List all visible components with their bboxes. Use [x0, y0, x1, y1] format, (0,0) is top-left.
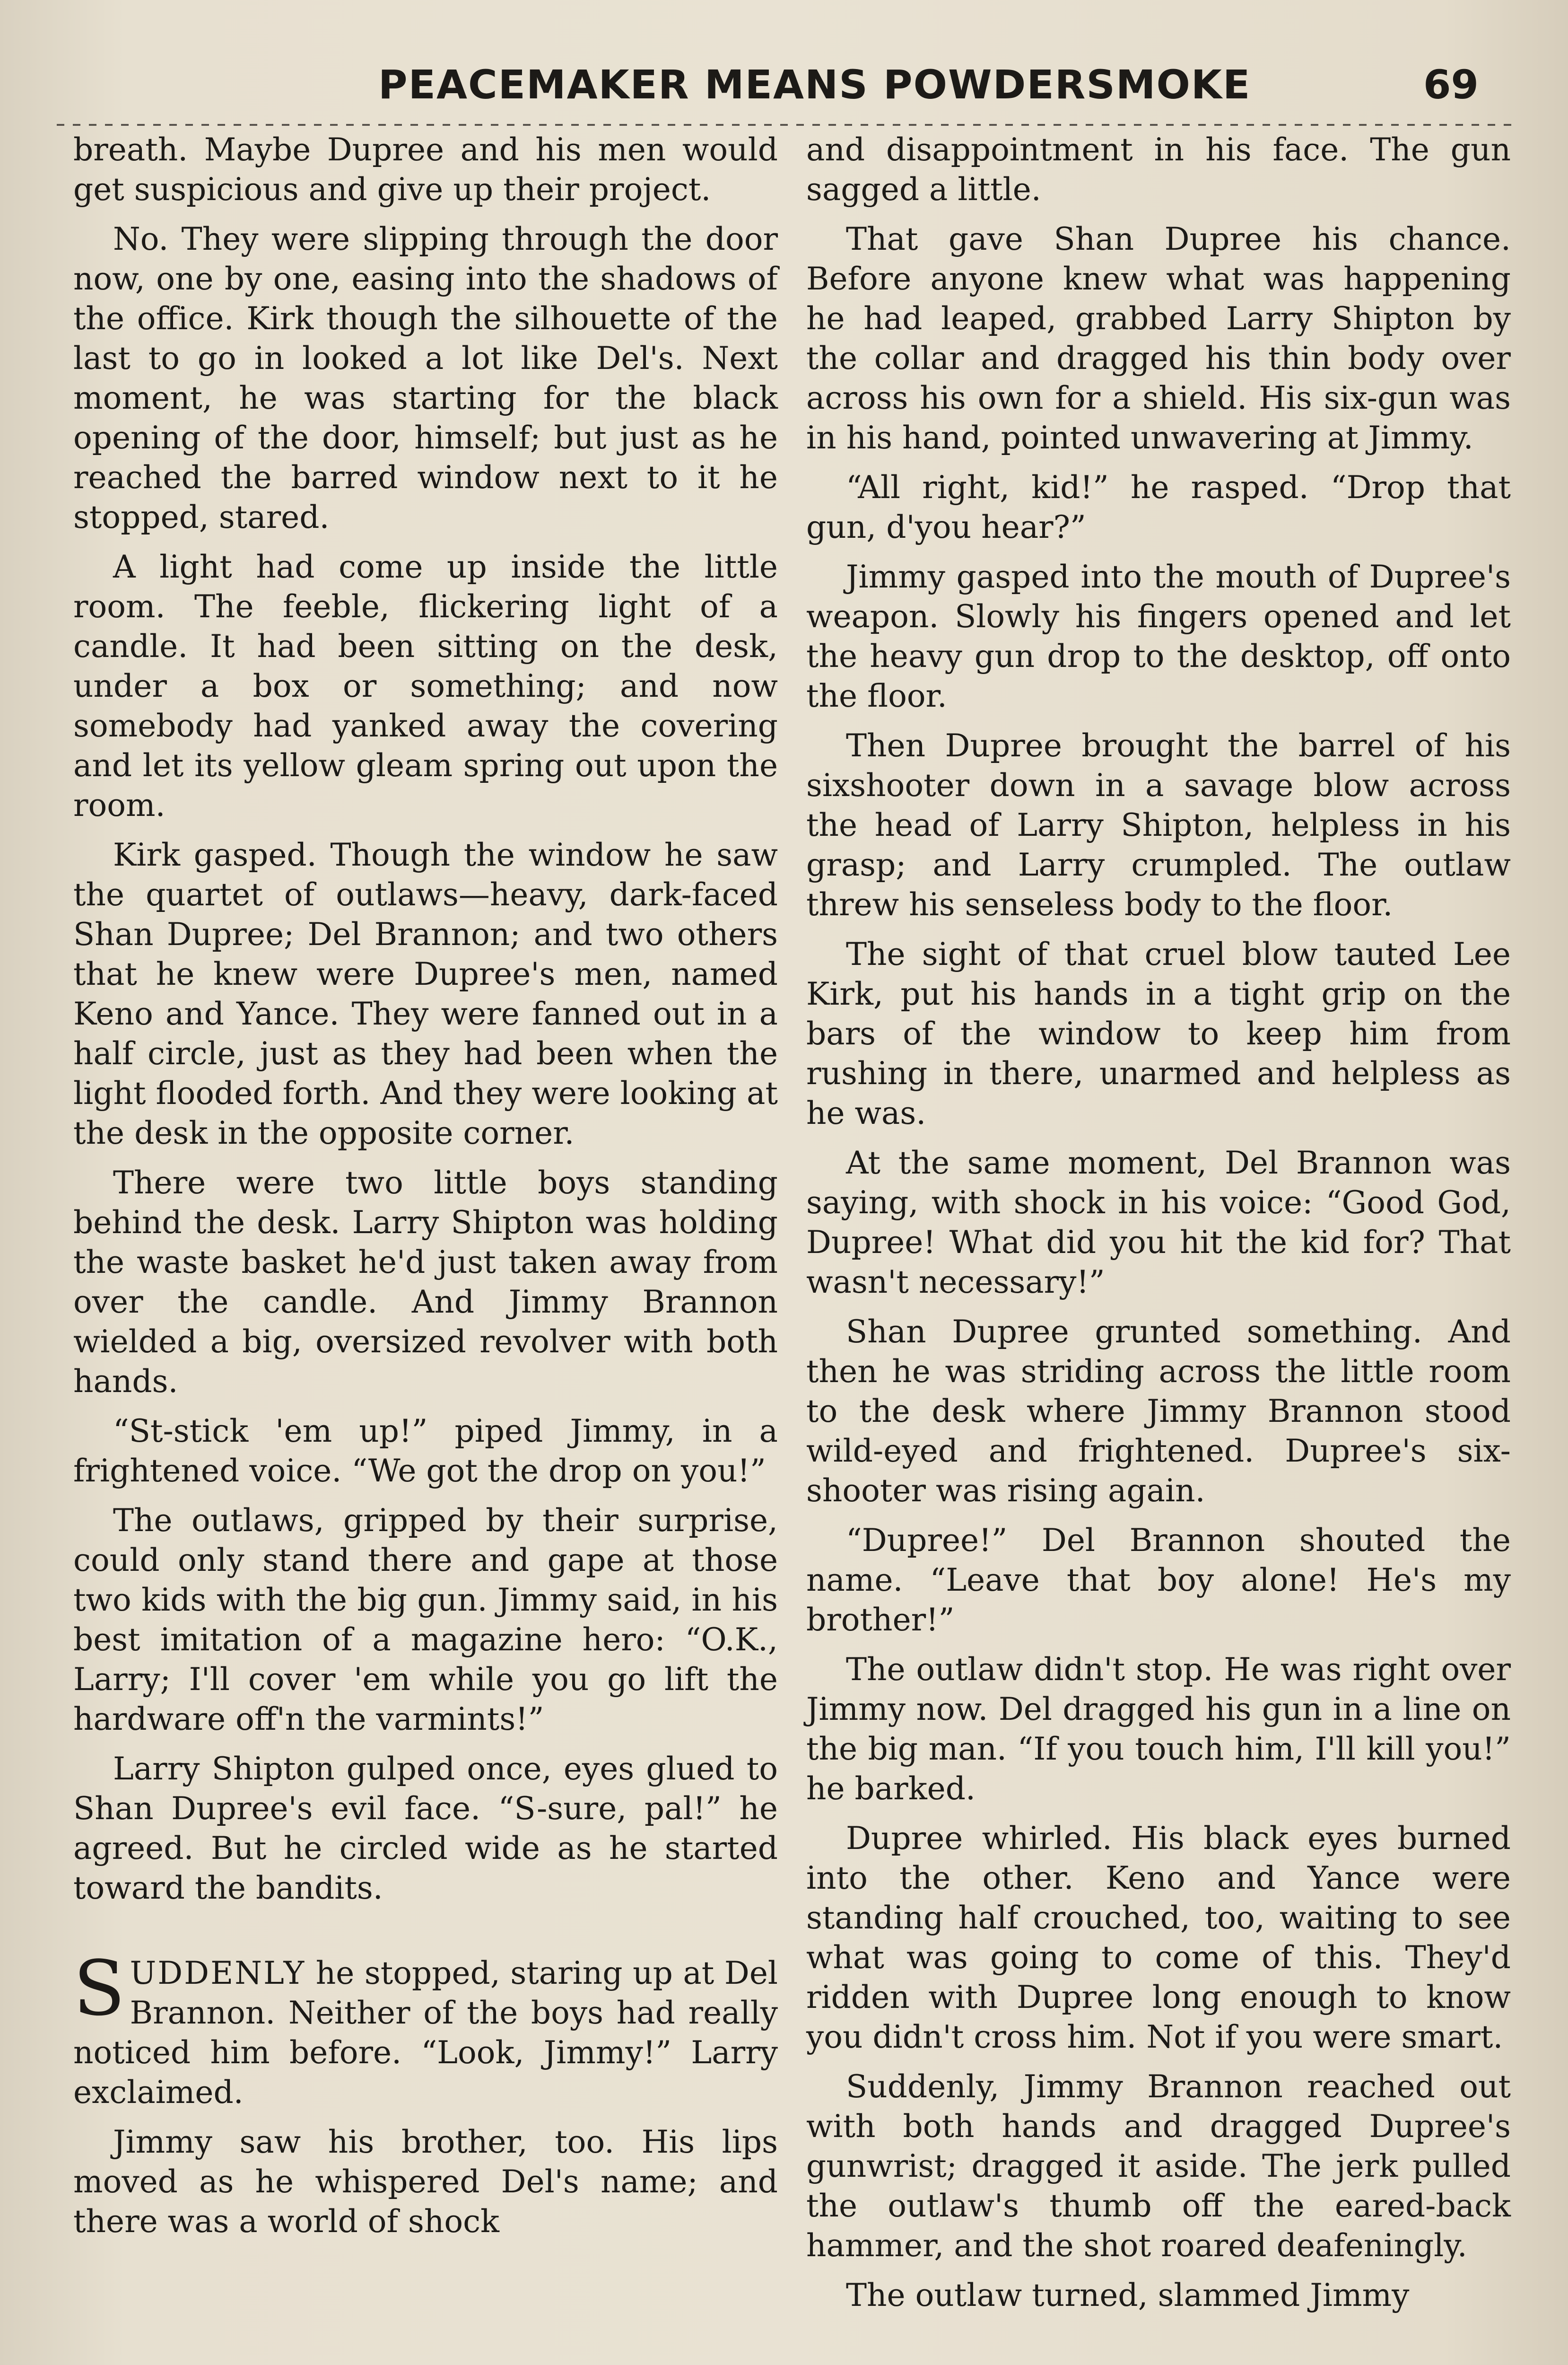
- paragraph: Jimmy gasped into the mouth of Dupree's weapon. Slowly his fingers opened and let the heavy gun drop to the desktop, off onto the floor.: [806, 559, 1511, 714]
- scene-break-text: he stopped, staring up at Del Brannon. Neither of the boys had really noticed him before. “Look, Jimmy!” Larry exclaimed.: [73, 1955, 778, 2111]
- small-caps-lead: UDDENLY: [130, 1955, 306, 1991]
- paragraph: The outlaws, gripped by their surprise, could only stand there and gape at those two kids with the big gun. Jimmy said, in his best imitation of a magazine hero: “O.K., Larry; I'll cover 'em while you go lift the hardware off'n the varmints!”: [73, 1502, 778, 1737]
- paragraph: A light had come up inside the little room. The feeble, flickering light of a candle. It had been sitting on the desk, under a box or something; and now somebody had yanked away the covering and let its yellow gleam spring out upon the room.: [73, 549, 778, 823]
- paragraph: Jimmy saw his brother, too. His lips moved as he whispered Del's name; and there was a world of shock: [73, 2124, 778, 2240]
- paragraph: The outlaw didn't stop. He was right over Jimmy now. Del dragged his gun in a line on the big man. “If you touch him, I'll kill you!” he barked.: [806, 1651, 1511, 1807]
- paragraph: The sight of that cruel blow tauted Lee Kirk, put his hands in a tight grip on the bars of the window to keep him from rushing in there, unarmed and helpless as he was.: [806, 936, 1511, 1131]
- running-head: PEACEMAKER MEANS POWDERSMOKE: [378, 61, 1251, 108]
- paragraph: That gave Shan Dupree his chance. Before anyone knew what was happening he had leaped, grabbed Larry Shipton by the collar and dragged his thin body over across his own for a shield. His six-gun was in his hand, pointed unwavering at Jimmy.: [806, 221, 1511, 456]
- paragraph: “All right, kid!” he rasped. “Drop that gun, d'you hear?”: [806, 469, 1511, 545]
- page-number: 69: [1423, 61, 1479, 108]
- paragraph: Suddenly, Jimmy Brannon reached out with both hands and dragged Dupree's gunwrist; dragged it aside. The jerk pulled the outlaw's thumb off the eared-back hammer, and the shot roared deafeningly.: [806, 2068, 1511, 2264]
- paragraph: Larry Shipton gulped once, eyes glued to Shan Dupree's evil face. “S-sure, pal!” he agreed. But he circled wide as he started toward the bandits.: [73, 1751, 778, 1906]
- paragraph: “St-stick 'em up!” piped Jimmy, in a frightened voice. “We got the drop on you!”: [73, 1413, 778, 1489]
- paragraph: No. They were slipping through the door now, one by one, easing into the shadows of the office. Kirk though the silhouette of the last to go in looked a lot like Del's. Next moment, he was starting for the black opening of the door, himself; but just as he reached the barred window next to it he stopped, stared.: [73, 221, 778, 535]
- paragraph: There were two little boys standing behind the desk. Larry Shipton was holding the waste basket he'd just taken away from over the candle. And Jimmy Brannon wielded a big, oversized revolver with both hands.: [73, 1165, 778, 1400]
- paragraph: Dupree whirled. His black eyes burned into the other. Keno and Yance were standing half crouched, too, waiting to see what was going to come of this. They'd ridden with Dupree long enough to know you didn't cross him. Not if you were smart.: [806, 1820, 1511, 2055]
- paragraph: Kirk gasped. Though the window he saw the quartet of outlaws—heavy, dark-faced Shan Dupree; Del Brannon; and two others that he knew were Dupree's men, named Keno and Yance. They were fanned out in a half circle, just as they had been when the light flooded forth. And they were looking at the desk in the opposite corner.: [73, 837, 778, 1151]
- page-header: [0, 52, 1568, 108]
- drop-cap: S: [73, 1944, 125, 2032]
- paragraph: “Dupree!” Del Brannon shouted the name. “Leave that boy alone! He's my brother!”: [806, 1522, 1511, 1638]
- paragraph: Then Dupree brought the barrel of his sixshooter down in a savage blow across the head of Larry Shipton, helpless in his grasp; and Larry crumpled. The outlaw threw his senseless body to the floor.: [806, 727, 1511, 923]
- scene-break-paragraph: [73, 1944, 778, 2112]
- paragraph: Shan Dupree grunted something. And then he was striding across the little room to the desk where Jimmy Brannon stood wild-eyed and frightened. Dupree's six-shooter was rising again.: [806, 1314, 1511, 1509]
- header-rule: [57, 124, 1513, 126]
- paragraph: and disappointment in his face. The gun sagged a little.: [806, 131, 1511, 208]
- paragraph: The outlaw turned, slammed Jimmy: [846, 2277, 1410, 2313]
- left-column: [73, 130, 778, 2251]
- paragraph: At the same moment, Del Brannon was saying, with shock in his voice: “Good God, Dupree! What did you hit the kid for? That wasn't necessary!”: [806, 1145, 1511, 1300]
- right-column: [806, 130, 1511, 2325]
- paragraph: breath. Maybe Dupree and his men would get suspicious and give up their project.: [73, 131, 778, 208]
